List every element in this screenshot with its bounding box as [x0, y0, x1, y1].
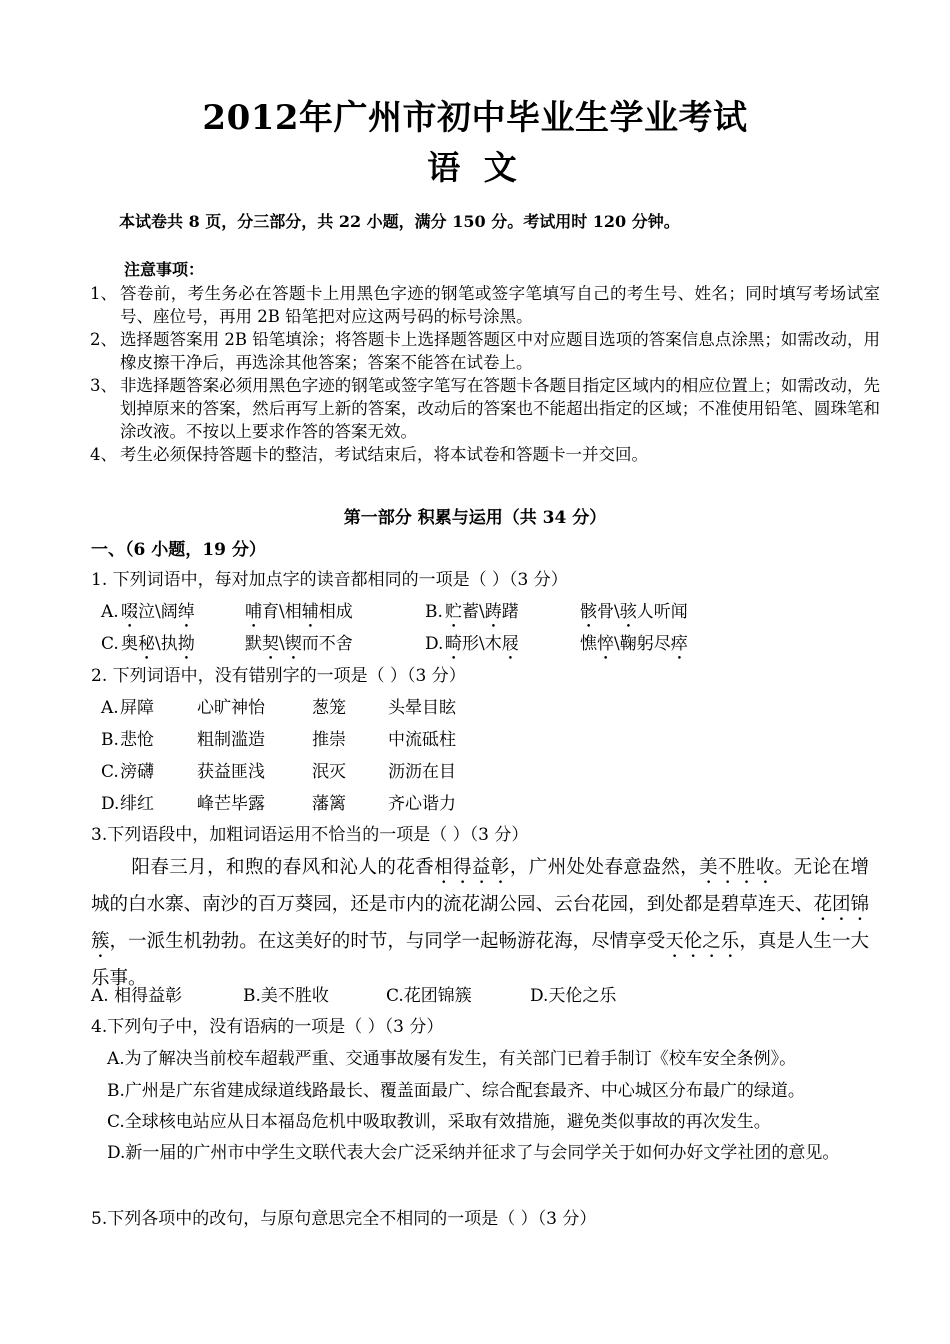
notice-item: 1、 答卷前，考生务必在答题卡上用黑色字迹的钢笔或签字笔填写自己的考生号、姓名；同时填写考场试室号、座位号，再用 2B 铅笔把对应这两号码的标号涂黑。	[90, 284, 880, 326]
notice-item: 3、 非选择题答案必须用黑色字迹的钢笔或签字笔写在答题卡各题目指定区域内的相应位置上；如需改动，先划掉原来的答案，然后再写上新的答案，改动后的答案也不能超出指定的区域；不准使用铅笔、圆珠笔和涂改液。不按以上要求作答的答案无效。	[90, 376, 880, 441]
emphasized-phrase: 花团锦簇	[91, 894, 869, 952]
q3-option-d: D.天伦之乐	[530, 986, 617, 1006]
q3-option-c: C.花团锦簇	[386, 986, 472, 1006]
part1-title: 第一部分 积累与运用（共 34 分）	[343, 508, 607, 528]
q4-option-c: C.全球核电站应从日本福岛危机中吸取教训，采取有效措施，避免类似事故的再次发生。	[107, 1112, 771, 1132]
exam-intro: 本试卷共 8 页，分三部分，共 22 小题，满分 150 分。考试用时 120 分钟。	[119, 212, 680, 231]
emphasized-phrase: 相得益彰	[434, 857, 510, 878]
notice-item: 4、 考生必须保持答题卡的整洁，考试结束后，将本试卷和答题卡一并交回。	[90, 445, 648, 464]
q3-stem: 3.下列语段中，加粗词语运用不恰当的一项是（ ）（3 分）	[91, 825, 529, 845]
q4-option-b: B.广州是广东省建成绿道线路最长、覆盖面最广、综合配套最齐、中心城区分布最广的绿道。	[107, 1081, 805, 1101]
q5-stem: 5.下列各项中的改句，与原句意思完全不相同的一项是（ ）（3 分）	[91, 1209, 597, 1229]
q4-option-d: D.新一届的广州市中学生文联代表大会广泛采纳并征求了与会同学关于如何办好文学社团的意见。	[107, 1143, 840, 1163]
q3-option-a: A. 相得益彰	[91, 986, 183, 1006]
exam-title: 2012年广州市初中毕业生学业考试	[202, 98, 748, 138]
question-group-heading: 一、（6 小题，19 分）	[91, 540, 266, 560]
q1-stem: 1. 下列词语中，每对加点字的读音都相同的一项是（ ）（3 分）	[91, 570, 568, 590]
q3-option-b: B.美不胜收	[243, 986, 329, 1006]
q4-stem: 4.下列句子中，没有语病的一项是（ ）（3 分）	[91, 1017, 444, 1037]
q3-passage: 阳春三月，和煦的春风和沁人的花香相得益彰，广州处处春意盎然，美不胜收。无论在增城的白水寨、南沙的百万葵园，还是市内的流花湖公园、云台花园，到处都是碧草连天、花团锦簇，一派生机勃勃。在这美好的时节，与同学一起畅游花海，尽情享受天伦之乐，真是人生一大乐事。	[91, 857, 869, 989]
subject-title: 语 文	[427, 148, 523, 187]
notice-title: 注意事项：	[124, 260, 205, 279]
q2-stem: 2. 下列词语中，没有错别字的一项是（ ）（3 分）	[91, 666, 466, 686]
notice-list	[90, 282, 880, 466]
exam-page: 2012年广州市初中毕业生学业考试 语 文 本试卷共 8 页，分三部分，共 22 小题，满分 150 分。考试用时 120 分钟。 注意事项： 1、 答卷前，考生务必在答题卡上用黑色字迹的钢笔或签字笔填写自己的考生号、姓名；同时填写考场试室号、座位号，再用 2B 铅笔把对应这两号码的标号涂黑。 2、 选择题答案用 2B 铅笔填涂；将答题卡上选择题答题区中对应题目选项的答案信息点涂黑；如需改动，用橡皮擦干净后，再选涂其他答案；答案不能答在试卷上。 3、 非选择题答案必须用黑色字迹的钢笔或签字笔写在答题卡各题目指定区域内的相应位置上；如需改动，先划掉原来的答案，然后再写上新的答案，改动后的答案也不能超出指定的区域；不准使用铅笔、圆珠笔和涂改液。不按以上要求作答的答案无效。 4、 考生必须保持答题卡的整洁，考试结束后，将本试卷和答题卡一并交回。 第一部分 积累与运用（共 34 分） 一、（6 小题，19 分） 1. 下列词语中，每对加点字的读音都相同的一项是（ ）（3 分） A. 啜泣\阔绰 哺育\相辅相成 B. 贮蓄\踌躇 骸骨\骇人听闻 C. 奥秘\执拗 默契\锲而不舍 D. 畸形\木屐 憔悴\鞠躬尽瘁 2. 下列词语中，没有错别字的一项是（ ）（3 分） A. 屏障 心旷神怡 葱笼 头晕目眩 B. 悲怆 粗制滥造 推崇 中流砥柱 C. 滂礴 获益匪浅 泯灭 沥沥在目 D. 绯红 峰芒毕露 藩篱 齐心谐力 3.下列语段中，加粗词语运用不恰当的一项是（ ）（3 分） 阳春三月，和煦的春风和沁人的花香相得益彰，广州处处春意盎然，美不胜收。无论在增城的白水寨、南沙的百万葵园，还是市内的流花湖公园、云台花园，到处都是碧草连天、花团锦簇，一派生机勃勃。在这美好的时节，与同学一起畅游花海，尽情享受天伦之乐，真是人生一大乐事。 A. 相得益彰 B.美不胜收 C.花团锦簇 D.天伦之乐 4.下列句子中，没有语病的一项是（ ）（3 分） A.为了解决当前校车超载严重、交通事故屡有发生，有关部门已着手制订《校车安全条例》。 B.广州是广东省建成绿道线路最长、覆盖面最广、综合配套最齐、中心城区分布最广的绿道。 C.全球核电站应从日本福岛危机中吸取教训，采取有效措施，避免类似事故的再次发生。 D.新一届的广州市中学生文联代表大会广泛采纳并征求了与会同学关于如何办好文学社团的意见。 5.下列各项中的改句，与原句意思完全不相同的一项是（ ）（3 分）	[0, 0, 950, 1344]
q4-option-a: A.为了解决当前校车超载严重、交通事故屡有发生，有关部门已着手制订《校车安全条例》。	[107, 1049, 797, 1069]
emphasized-phrase: 美不胜收	[699, 857, 775, 878]
emphasized-phrase: 天伦之乐	[665, 931, 740, 952]
notice-item: 2、 选择题答案用 2B 铅笔填涂；将答题卡上选择题答题区中对应题目选项的答案信息点涂黑；如需改动，用橡皮擦干净后，再选涂其他答案；答案不能答在试卷上。	[90, 330, 880, 372]
